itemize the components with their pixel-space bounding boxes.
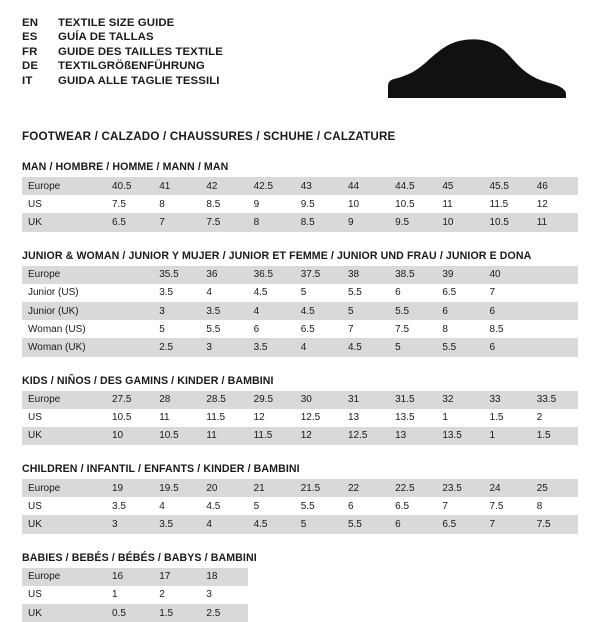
row-label: UK [22, 604, 106, 622]
size-cell: 6 [389, 515, 436, 533]
language-code: EN [22, 16, 39, 29]
size-cell: 11 [442, 198, 453, 210]
size-cell: 1.5 [531, 427, 578, 445]
size-cell: 5.5 [342, 515, 389, 533]
size-cell: 40.5 [106, 177, 153, 195]
row-label: Europe [22, 568, 106, 586]
size-cell: 13.5 [436, 427, 483, 445]
size-cell: 6 [484, 302, 531, 320]
size-cell: 4 [206, 287, 212, 299]
size-cell: 5.5 [206, 323, 221, 335]
size-cell: 1 [442, 412, 448, 424]
language-row [22, 31, 223, 46]
block-title: JUNIOR & WOMAN / JUNIOR Y MUJER / JUNIOR ET FEMME / JUNIOR UND FRAU / JUNIOR E DONA [22, 249, 532, 262]
table-row [22, 479, 578, 497]
size-cell: 20 [200, 479, 247, 497]
language-row [22, 45, 223, 60]
size-cell: 19.5 [153, 479, 200, 497]
row-label: Woman (UK) [22, 338, 106, 356]
size-cell: 7.5 [489, 500, 504, 512]
size-cell: 6.5 [442, 287, 457, 299]
size-table-body [22, 479, 578, 534]
size-cell: 22.5 [389, 479, 436, 497]
size-cell: 10.5 [484, 213, 531, 231]
size-cell: 10 [106, 427, 153, 445]
size-cell: 16 [106, 568, 153, 586]
size-cell: 6 [484, 338, 531, 356]
size-cell: 2.5 [200, 604, 247, 622]
table-row [22, 409, 578, 427]
size-cell: 10 [347, 198, 360, 210]
language-row [22, 74, 223, 89]
size-cell: 2.5 [153, 338, 200, 356]
size-cell: 4 [248, 302, 295, 320]
table-row [22, 604, 578, 622]
size-cell: 46 [531, 177, 578, 195]
size-table-body [22, 391, 578, 446]
size-cell [531, 266, 578, 284]
size-cell: 8 [536, 500, 543, 512]
table-row [22, 266, 578, 284]
size-cell: 44 [342, 177, 389, 195]
size-cell: 3 [206, 589, 212, 601]
size-cell: 12 [536, 198, 548, 210]
size-cell: 21 [248, 479, 295, 497]
empty-cells [248, 586, 578, 604]
table-row [22, 515, 578, 533]
size-cell: 3 [106, 515, 153, 533]
row-label: UK [22, 515, 106, 533]
size-cell: 11 [200, 427, 247, 445]
size-cell: 5 [295, 515, 342, 533]
size-cell: 5 [342, 302, 389, 320]
size-table-babies [22, 568, 578, 622]
language-title: TEXTILE SIZE GUIDE [58, 16, 175, 29]
size-cell: 7.5 [200, 213, 247, 231]
size-cell: 3.5 [112, 500, 126, 512]
size-cell [106, 284, 153, 302]
size-cell: 33 [484, 391, 531, 409]
size-cell: 9.5 [389, 213, 436, 231]
language-row [22, 60, 223, 75]
size-cell: 8 [248, 213, 295, 231]
size-cell: 5 [253, 500, 260, 512]
size-cell: 45 [436, 177, 483, 195]
table-row [22, 427, 578, 445]
size-cell: 38 [342, 266, 389, 284]
size-cell: 32 [436, 391, 483, 409]
language-code: DE [22, 60, 39, 73]
dress-shoe-icon [380, 34, 570, 110]
size-block-children [22, 463, 578, 534]
language-title: GUIDA ALLE TAGLIE TESSILI [58, 74, 220, 87]
row-label: US [28, 500, 42, 512]
size-cell: 7.5 [395, 323, 410, 335]
size-cell: 37.5 [295, 266, 342, 284]
size-cell [106, 338, 153, 356]
language-code: FR [22, 45, 38, 58]
size-cell: 12.5 [300, 412, 321, 424]
row-label: Europe [22, 177, 106, 195]
block-title: BABIES / BEBÉS / BÉBÉS / BABYS / BAMBINI [22, 551, 257, 564]
table-row [22, 213, 578, 231]
size-cell: 10.5 [395, 198, 415, 210]
size-cell: 4 [295, 338, 342, 356]
size-cell: 31 [342, 391, 389, 409]
table-row [22, 177, 578, 195]
language-code: IT [22, 74, 33, 87]
size-table-body [22, 568, 578, 622]
size-cell: 42.5 [248, 177, 295, 195]
size-cell [531, 284, 578, 302]
size-cell: 4.5 [295, 302, 342, 320]
table-row [22, 320, 578, 338]
size-cell: 40 [484, 266, 531, 284]
size-cell: 18 [200, 568, 247, 586]
size-cell: 9.5 [300, 198, 315, 210]
size-cell: 1 [484, 427, 531, 445]
size-cell: 7.5 [531, 515, 578, 533]
table-row [22, 195, 578, 213]
size-block-man [22, 161, 578, 232]
size-cell: 6.5 [300, 323, 315, 335]
size-cell: 19 [106, 479, 153, 497]
size-cell: 5 [389, 338, 436, 356]
table-row [22, 497, 578, 515]
size-table-man [22, 177, 578, 232]
size-cell: 11.5 [489, 198, 509, 210]
row-label: US [28, 412, 42, 424]
size-cell: 5.5 [389, 302, 436, 320]
language-title: GUÍA DE TALLAS [58, 31, 154, 44]
size-cell: 11 [531, 213, 578, 231]
size-cell: 39 [436, 266, 483, 284]
row-label: Woman (US) [28, 323, 86, 335]
size-cell: 10 [436, 213, 483, 231]
table-row [22, 391, 578, 409]
size-table-junior-woman [22, 266, 578, 357]
size-cell: 13 [389, 427, 436, 445]
size-cell: 36 [200, 266, 247, 284]
size-cell: 6.5 [395, 500, 410, 512]
size-cell: 43 [295, 177, 342, 195]
size-cell: 13 [347, 412, 360, 424]
size-cell: 8.5 [295, 213, 342, 231]
size-cell: 8.5 [489, 323, 504, 335]
size-cell: 44.5 [389, 177, 436, 195]
size-cell: 5.5 [347, 287, 362, 299]
language-code: ES [22, 31, 38, 44]
size-cell: 31.5 [389, 391, 436, 409]
size-cell: 27.5 [106, 391, 153, 409]
size-cell [531, 302, 578, 320]
size-block-junior-woman [22, 250, 578, 357]
size-cell: 33.5 [531, 391, 578, 409]
size-table-children [22, 479, 578, 534]
size-cell: 28 [153, 391, 200, 409]
table-row [22, 302, 578, 320]
size-cell: 7.5 [112, 198, 126, 210]
row-label: UK [22, 427, 106, 445]
size-cell: 11 [159, 412, 170, 424]
language-title: GUIDE DES TAILLES TEXTILE [58, 45, 223, 58]
size-cell: 8.5 [206, 198, 221, 210]
size-cell: 21.5 [295, 479, 342, 497]
row-label: UK [22, 213, 106, 231]
size-cell: 5.5 [300, 500, 315, 512]
empty-cells [248, 604, 578, 622]
size-cell: 29.5 [248, 391, 295, 409]
size-cell: 42 [200, 177, 247, 195]
row-label: Europe [22, 266, 106, 284]
size-cell: 12 [253, 412, 265, 424]
size-cell: 6 [436, 302, 483, 320]
row-label: US [28, 198, 42, 210]
size-cell: 4.5 [206, 500, 221, 512]
size-cell: 3.5 [153, 515, 200, 533]
size-table-body [22, 266, 578, 357]
table-row [22, 338, 578, 356]
size-cell: 3.5 [200, 302, 247, 320]
size-cell: 2 [159, 589, 165, 601]
size-cell: 30 [295, 391, 342, 409]
size-cell: 8 [442, 323, 448, 335]
size-cell: 28.5 [200, 391, 247, 409]
table-row [22, 586, 578, 604]
size-cell: 6.5 [106, 213, 153, 231]
size-cell: 22 [342, 479, 389, 497]
size-cell [531, 320, 578, 338]
size-cell: 3.5 [248, 338, 295, 356]
block-title: CHILDREN / INFANTIL / ENFANTS / KINDER / BAMBINI [22, 463, 300, 476]
language-title: TEXTILGRÖßENFÜHRUNG [58, 60, 205, 73]
size-cell: 12.5 [342, 427, 389, 445]
size-cell: 7 [489, 287, 496, 299]
row-label: Junior (US) [28, 287, 79, 299]
row-label: Europe [22, 391, 106, 409]
size-cell: 35.5 [153, 266, 200, 284]
size-cell: 4 [200, 515, 247, 533]
size-cell: 38.5 [389, 266, 436, 284]
size-block-babies [22, 552, 578, 622]
size-cell: 7 [442, 500, 448, 512]
size-cell: 10.5 [153, 427, 200, 445]
size-cell [106, 266, 153, 284]
row-label: Europe [22, 479, 106, 497]
document-header [22, 16, 578, 120]
size-cell: 23.5 [436, 479, 483, 497]
size-cell: 4.5 [342, 338, 389, 356]
size-cell: 11.5 [248, 427, 295, 445]
size-cell: 1 [112, 589, 118, 601]
size-cell: 4.5 [248, 515, 295, 533]
size-cell: 5.5 [436, 338, 483, 356]
language-title-list-body [22, 16, 223, 89]
size-cell: 25 [531, 479, 578, 497]
size-cell: 9 [342, 213, 389, 231]
size-cell: 7 [153, 213, 200, 231]
size-cell [531, 338, 578, 356]
size-cell: 12 [295, 427, 342, 445]
size-block-kids [22, 375, 578, 446]
row-label: US [28, 589, 42, 601]
empty-cells [248, 568, 578, 586]
size-table-body [22, 177, 578, 232]
size-cell: 5 [159, 323, 165, 335]
size-cell: 3 [200, 338, 247, 356]
table-row [22, 284, 578, 302]
size-cell: 11.5 [206, 412, 226, 424]
block-title: MAN / HOMBRE / HOMME / MANN / MAN [22, 161, 229, 173]
size-cell: 4 [159, 500, 165, 512]
size-cell: 13.5 [395, 412, 415, 424]
size-cell: 17 [153, 568, 200, 586]
row-label: Junior (UK) [22, 302, 106, 320]
size-cell [106, 320, 153, 338]
size-table-kids [22, 391, 578, 446]
language-title-list [22, 16, 223, 89]
block-title: KIDS / NIÑOS / DES GAMINS / KINDER / BAMBINI [22, 374, 274, 387]
size-cell: 1.5 [153, 604, 200, 622]
size-cell: 6.5 [436, 515, 483, 533]
size-cell: 5 [300, 287, 307, 299]
page-title: FOOTWEAR / CALZADO / CHAUSSURES / SCHUHE / CALZATURE [22, 130, 396, 143]
size-cell: 7 [484, 515, 531, 533]
size-cell: 10.5 [112, 412, 132, 424]
size-cell: 4.5 [253, 287, 268, 299]
size-cell: 6 [347, 500, 354, 512]
size-cell: 3 [153, 302, 200, 320]
size-cell: 24 [484, 479, 531, 497]
size-cell: 1.5 [489, 412, 504, 424]
size-cell: 7 [347, 323, 354, 335]
table-row [22, 568, 578, 586]
size-cell: 6 [395, 287, 401, 299]
size-cell: 3.5 [159, 287, 174, 299]
language-row [22, 16, 223, 31]
size-cell: 36.5 [248, 266, 295, 284]
size-cell: 0.5 [106, 604, 153, 622]
size-cell [106, 302, 153, 320]
size-cell: 41 [153, 177, 200, 195]
size-cell: 45.5 [484, 177, 531, 195]
size-cell: 8 [159, 198, 165, 210]
size-cell: 2 [536, 412, 543, 424]
size-cell: 6 [253, 323, 260, 335]
size-cell: 9 [253, 198, 260, 210]
